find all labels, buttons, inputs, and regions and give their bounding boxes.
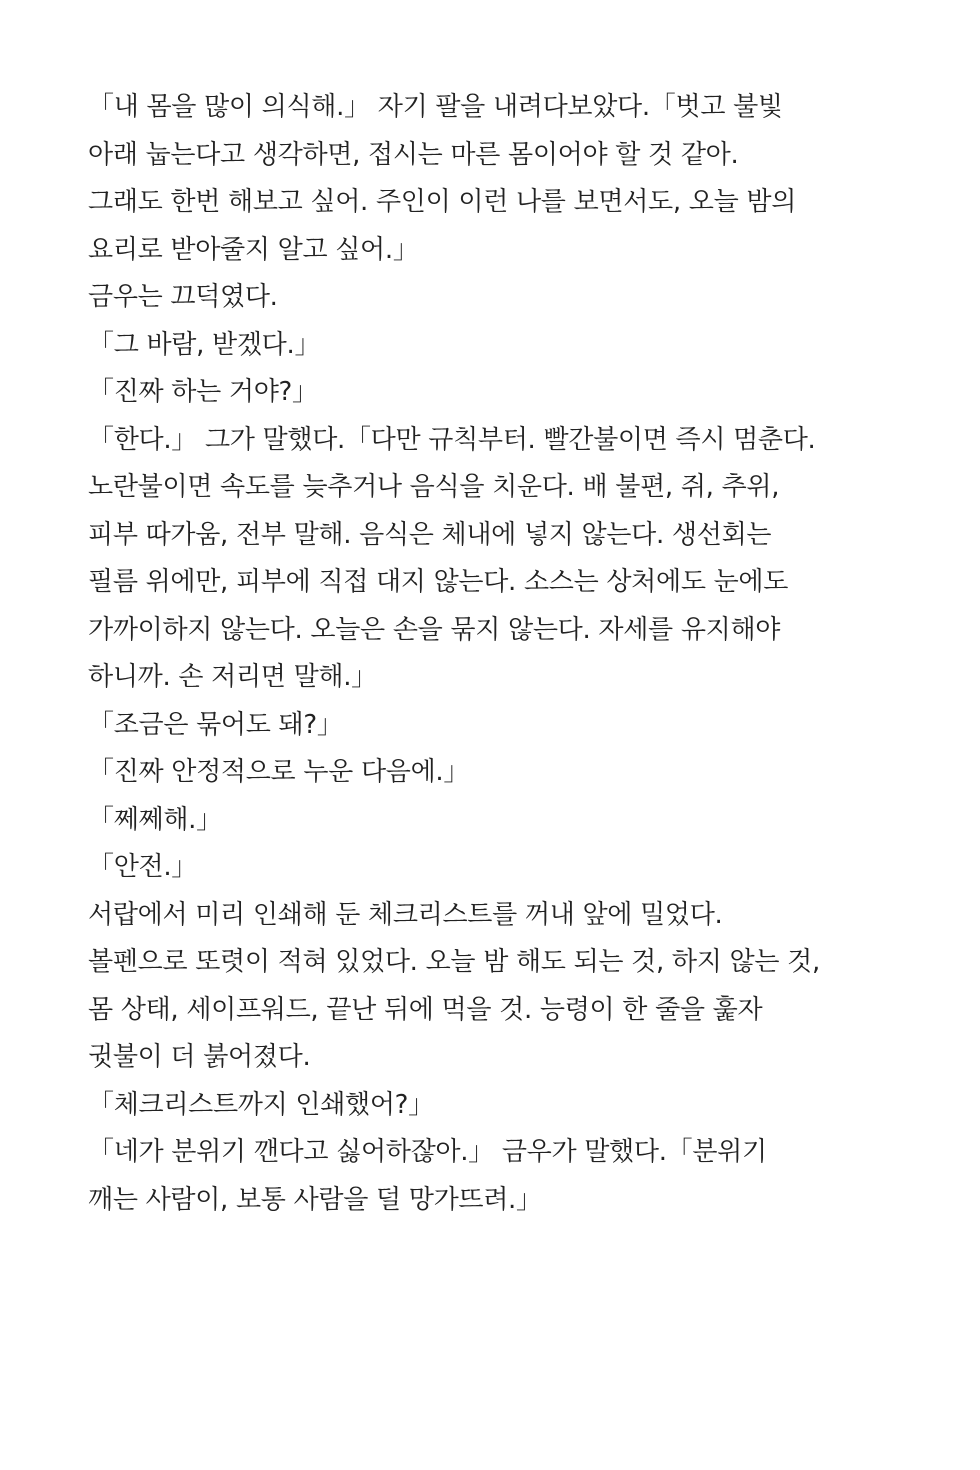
text-line: 깨는 사람이, 보통 사람을 덜 망가뜨려.」 [88, 1184, 542, 1215]
story-text [88, 84, 948, 1224]
text-line: 하니까. 손 저리면 말해.」 [88, 662, 377, 692]
text-line: 귓불이 더 붉어졌다. [88, 1042, 311, 1072]
text-line: 몸 상태, 세이프워드, 끝난 뒤에 먹을 것. 능령이 한 줄을 훑자 [88, 994, 763, 1025]
text-line: 그래도 한번 해보고 싶어. 주인이 이런 나를 보면서도, 오늘 밤의 [88, 187, 797, 217]
text-line: 「내 몸을 많이 의식해.」 자기 팔을 내려다보았다.「벗고 불빛 [88, 92, 783, 122]
text-line: 「진짜 하는 거야?」 [88, 377, 318, 407]
text-line: 피부 따가움, 전부 말해. 음식은 체내에 넣지 않는다. 생선회는 [88, 519, 772, 550]
text-line: 「체크리스트까지 인쇄했어?」 [88, 1089, 434, 1120]
text-line: 서랍에서 미리 인쇄해 둔 체크리스트를 꺼내 앞에 밀었다. [88, 899, 723, 930]
text-line: 필름 위에만, 피부에 직접 대지 않는다. 소스는 상처에도 눈에도 [88, 567, 789, 597]
text-line: 아래 눕는다고 생각하면, 접시는 마른 몸이어야 할 것 같아. [88, 139, 739, 170]
text-line: 금우는 끄덕였다. [88, 282, 278, 312]
text-line: 요리로 받아줄지 알고 싶어.」 [88, 234, 419, 265]
text-line: 「쩨쩨해.」 [88, 804, 222, 835]
text-line: 「진짜 안정적으로 누운 다음에.」 [88, 757, 470, 787]
text-line: 노란불이면 속도를 늦추거나 음식을 치운다. 배 불편, 쥐, 추위, [88, 472, 780, 502]
text-line: 「안전.」 [88, 852, 197, 882]
text-line: 「그 바람, 받겠다.」 [88, 329, 321, 360]
text-line: 「한다.」 그가 말했다.「다만 규칙부터. 빨간불이면 즉시 멈춘다. [88, 424, 816, 455]
text-line: 「네가 분위기 깬다고 싫어하잖아.」 금우가 말했다.「분위기 [88, 1137, 767, 1167]
text-line: 볼펜으로 또렷이 적혀 있었다. 오늘 밤 해도 되는 것, 하지 않는 것, [88, 947, 820, 977]
text-line: 가까이하지 않는다. 오늘은 손을 묶지 않는다. 자세를 유지해야 [88, 614, 781, 645]
text-line: 「조금은 묶어도 돼?」 [88, 709, 343, 740]
